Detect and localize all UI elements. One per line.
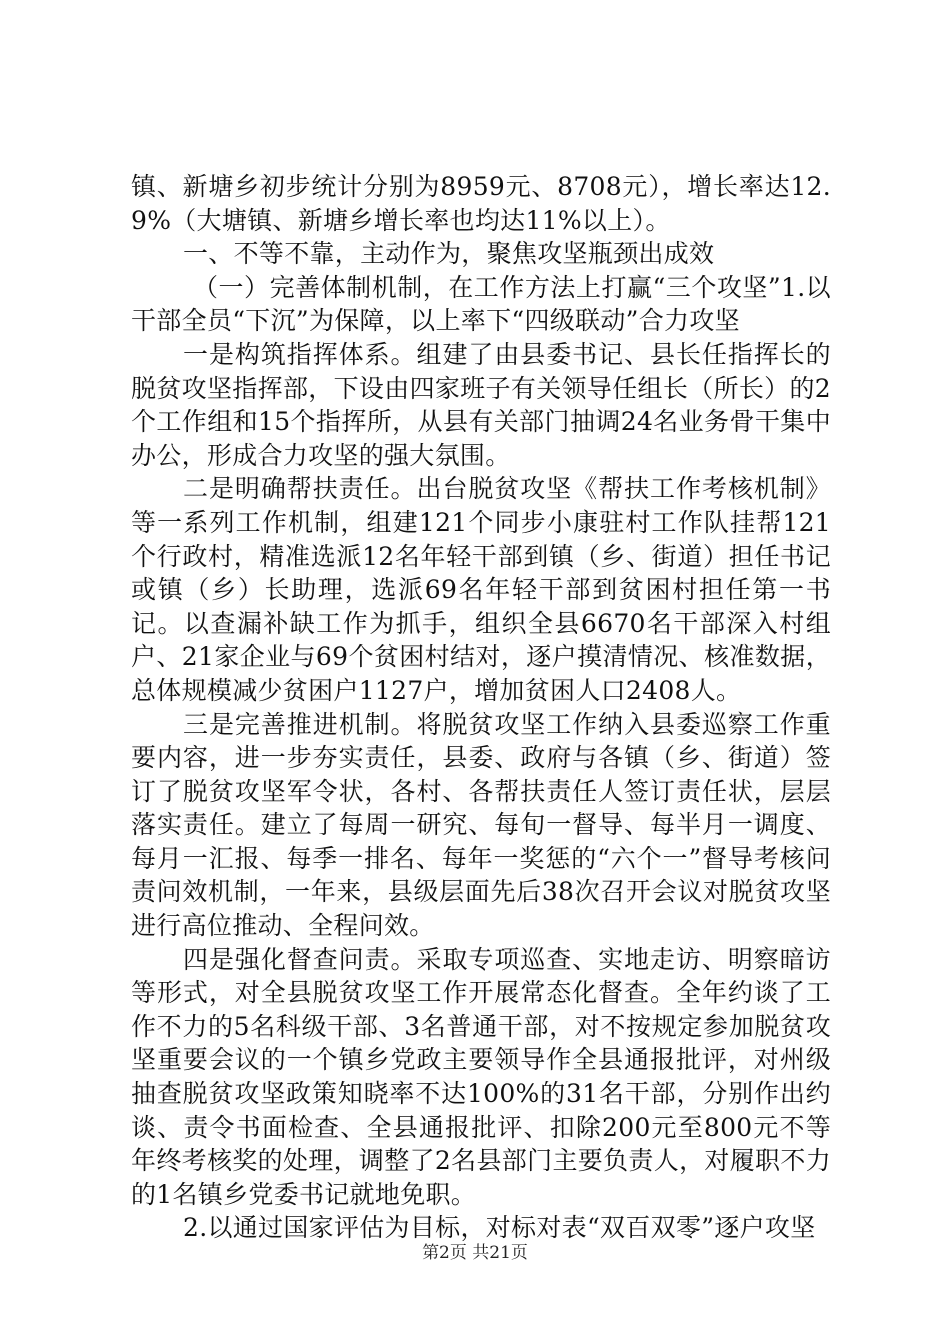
paragraph-supervision-accountability: 四是强化督查问责。采取专项巡查、实地走访、明察暗访等形式，对全县脱贫攻坚工作开展常态化督查。全年约谈了工作不力的5名科级干部、3名普通干部，对不按规定参加脱贫攻坚重要会议的一个镇乡党政主要领导作全县通报批评，对州级抽查脱贫攻坚政策知晓率不达100%的31名干部，分别作出约谈、责令书面检查、全县通报批评、扣除200元至800元不等年终考核奖的处理，调整了2名县部门主要负责人，对履职不力的1名镇乡党委书记就地免职。 [131,944,831,1209]
paragraph-continuation: 镇、新塘乡初步统计分别为8959元、8708元），增长率达12.9%（大塘镇、新塘乡增长率也均达11%以上）。 [131,172,831,235]
paragraph-national-evaluation: 2.以通过国家评估为目标，对标对表“双百双零”逐户攻坚 [183,1213,816,1243]
paragraph-assistance-responsibility: 二是明确帮扶责任。出台脱贫攻坚《帮扶工作考核机制》等一系列工作机制，组建121个同步小康驻村工作队挂帮121个行政村，精准选派12名年轻干部到镇（乡、街道）担任书记或镇（乡）长助理，选派69名年轻干部到贫困村担任第一书记。以查漏补缺工作为抓手，组织全县6670名干部深入村组户、21家企业与69个贫困村结对，逐户摸清情况、核准数据，总体规模减少贫困户1127户，增加贫困人口2408人。 [131,474,831,705]
paragraph-command-system: 一是构筑指挥体系。组建了由县委书记、县长任指挥长的脱贫攻坚指挥部，下设由四家班子有关领导任组长（所长）的2个工作组和15个指挥所，从县有关部门抽调24名业务骨干集中办公，形成合力攻坚的强大氛围。 [131,339,831,470]
subsection-heading: （一）完善体制机制，在工作方法上打赢“三个攻坚”1.以干部全员“下沉”为保障，以上率下“四级联动”合力攻坚 [131,272,831,336]
page-footer: 第2页 共21页 [422,1243,528,1263]
section-heading: 一、不等不靠，主动作为，聚焦攻坚瓶颈出成效 [183,239,715,269]
document-body [131,170,831,1245]
paragraph-promotion-mechanism: 三是完善推进机制。将脱贫攻坚工作纳入县委巡察工作重要内容，进一步夯实责任，县委、政府与各镇（乡、街道）签订了脱贫攻坚军令状，各村、各帮扶责任人签订责任状，层层落实责任。建立了每周一研究、每旬一督导、每半月一调度、每月一汇报、每季一排名、每年一奖惩的“六个一”督导考核问责问效机制，一年来，县级层面先后38次召开会议对脱贫攻坚进行高位推动、全程问效。 [131,709,831,941]
